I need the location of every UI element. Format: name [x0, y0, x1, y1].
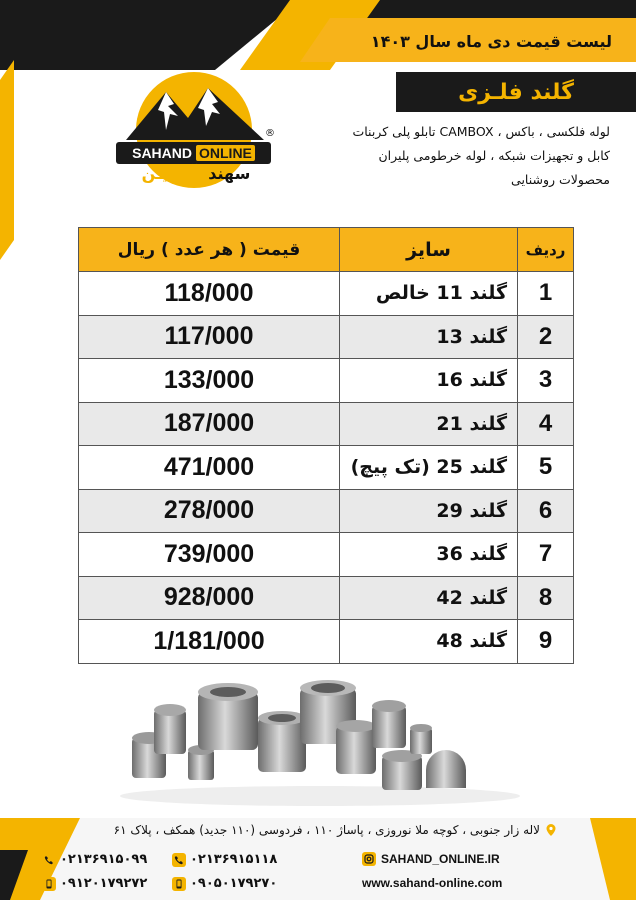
category-line: لوله فلکسی ، باکس ، CAMBOX تابلو پلی کربنات: [352, 124, 610, 139]
table-row: [79, 446, 574, 490]
logo-brand-fa: [126, 164, 266, 188]
row-index: 1: [518, 272, 574, 316]
row-size: گلند 48: [340, 620, 518, 664]
row-size: گلند 16: [340, 359, 518, 403]
table-row: [79, 402, 574, 446]
table-row: [79, 315, 574, 359]
phone-line-3: [42, 876, 147, 891]
phone-icon: [42, 853, 56, 867]
row-size: گلند 13: [340, 315, 518, 359]
row-index: 9: [518, 620, 574, 664]
row-size: گلند 42: [340, 576, 518, 620]
table-row: [79, 533, 574, 577]
product-title-banner: [396, 72, 636, 112]
mobile-icon: [172, 877, 186, 891]
row-price: 187/000: [79, 402, 340, 446]
header-size: سایز: [340, 228, 518, 272]
row-price: 739/000: [79, 533, 340, 577]
phone-number[interactable]: ۰۲۱۳۶۹۱۵۰۹۹: [60, 852, 148, 867]
instagram-text: SAHAND_ONLINE.IR: [381, 852, 500, 866]
row-size: گلند 11 خالص: [340, 272, 518, 316]
row-size: گلند 21: [340, 402, 518, 446]
table-row: [79, 359, 574, 403]
row-price: 278/000: [79, 489, 340, 533]
table-row: [79, 272, 574, 316]
row-index: 5: [518, 446, 574, 490]
metal-glands-image: [110, 678, 530, 808]
header-index: ردیف: [518, 228, 574, 272]
logo-online-fa: آنـلایـن: [141, 164, 197, 183]
instagram-icon: [362, 852, 376, 866]
phone-line-4: [172, 876, 277, 891]
row-index: 6: [518, 489, 574, 533]
mobile-icon: [42, 877, 56, 891]
row-size: گلند 36: [340, 533, 518, 577]
table-row: [79, 620, 574, 664]
row-price: 118/000: [79, 272, 340, 316]
price-list-title-text: لیست قیمت دی ماه سال ۱۴۰۳: [370, 31, 612, 51]
product-title: گلند فلـزی: [458, 79, 574, 105]
header-price: قیمت ( هر عدد ) ریال: [79, 228, 340, 272]
category-line: محصولات روشنایی: [511, 172, 610, 187]
phone-icon: [172, 853, 186, 867]
location-pin-icon: [544, 823, 558, 837]
phone-number[interactable]: ۰۲۱۳۶۹۱۵۱۱۸: [190, 852, 278, 867]
mobile-number[interactable]: ۰۹۰۵۰۱۷۹۲۷۰: [190, 876, 278, 891]
category-line: کابل و تجهیزات شبکه ، لوله خرطومی پلیران: [378, 148, 610, 163]
phone-line-1: [42, 852, 147, 867]
logo-brand-fa-name: سهند: [208, 164, 251, 183]
product-categories: [290, 120, 610, 192]
row-price: 1/181/000: [79, 620, 340, 664]
logo-brand-en: [116, 142, 271, 164]
row-price: 471/000: [79, 446, 340, 490]
price-table: [78, 227, 574, 664]
row-index: 4: [518, 402, 574, 446]
price-list-title: [371, 24, 612, 58]
row-price: 928/000: [79, 576, 340, 620]
website-link[interactable]: www.sahand-online.com: [362, 876, 503, 890]
logo-brand-name: SAHAND: [132, 145, 192, 161]
row-index: 8: [518, 576, 574, 620]
row-price: 133/000: [79, 359, 340, 403]
registered-mark: ®: [265, 128, 275, 139]
table-row: [79, 576, 574, 620]
table-header-row: [79, 228, 574, 272]
table-row: [79, 489, 574, 533]
logo-online-label: ONLINE: [196, 145, 255, 161]
left-yellow-stripe: [0, 60, 20, 260]
phone-line-2: [172, 852, 277, 867]
row-index: 7: [518, 533, 574, 577]
row-size: گلند 29: [340, 489, 518, 533]
row-index: 3: [518, 359, 574, 403]
row-price: 117/000: [79, 315, 340, 359]
mobile-number[interactable]: ۰۹۱۲۰۱۷۹۲۷۲: [60, 876, 148, 891]
row-index: 2: [518, 315, 574, 359]
address: [114, 823, 558, 837]
row-size: گلند 25 (تک پیچ): [340, 446, 518, 490]
address-text: لاله زار جنوبی ، کوچه ملا نوروزی ، پاساژ ۱۱۰ ، فردوسی (۱۱۰ جدید) همکف ، پلاک ۶۱: [113, 823, 540, 837]
instagram-handle[interactable]: [362, 852, 500, 866]
